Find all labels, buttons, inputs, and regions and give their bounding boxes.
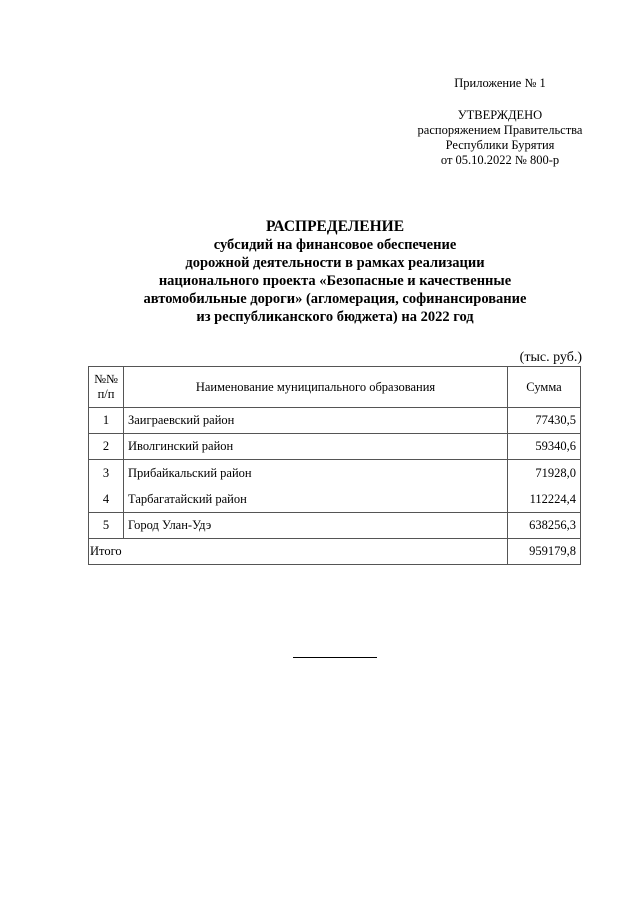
row-num: 1: [89, 408, 124, 434]
title-line: национального проекта «Безопасные и качественные: [158, 273, 512, 289]
approval-stamp: [400, 108, 600, 168]
document-title: [100, 218, 570, 326]
row-name: Прибайкальский район: [124, 460, 508, 487]
table-row: [89, 434, 581, 460]
total-label: Итого: [89, 539, 508, 565]
row-sum: 112224,4: [508, 486, 581, 513]
row-sum: 638256,3: [508, 513, 581, 539]
table-row: [89, 486, 581, 513]
row-name: Иволгинский район: [124, 434, 508, 460]
row-sum: 71928,0: [508, 460, 581, 487]
total-sum: 959179,8: [508, 539, 581, 565]
title-main: РАСПРЕДЕЛЕНИЕ: [265, 218, 405, 235]
closing-rule: [293, 657, 377, 658]
header-name: Наименование муниципального образования: [124, 367, 508, 408]
row-num: 2: [89, 434, 124, 460]
header-num-line2: п/п: [97, 387, 115, 401]
row-sum: 77430,5: [508, 408, 581, 434]
row-sum: 59340,6: [508, 434, 581, 460]
row-num: 3: [89, 460, 124, 487]
header-num-line1: №№: [94, 372, 118, 386]
table-row: [89, 513, 581, 539]
title-line: субсидий на финансовое обеспечение: [213, 237, 457, 253]
table-header-row: [89, 367, 581, 408]
appendix-number: Приложение № 1: [454, 76, 546, 90]
approved-by: распоряжением Правительства: [417, 123, 583, 137]
row-num: 5: [89, 513, 124, 539]
title-line: из республиканского бюджета) на 2022 год: [196, 309, 474, 325]
row-num: 4: [89, 486, 124, 513]
table-row: [89, 408, 581, 434]
approved-of: Республики Бурятия: [445, 138, 555, 152]
approved-date: от 05.10.2022 № 800-р: [440, 153, 560, 167]
header-sum: Сумма: [508, 367, 581, 408]
table-total-row: [89, 539, 581, 565]
row-name: Тарбагатайский район: [124, 486, 508, 513]
approved-label: УТВЕРЖДЕНО: [457, 108, 543, 122]
row-name: Город Улан-Удэ: [124, 513, 508, 539]
units-label: (тыс. руб.): [519, 350, 582, 365]
title-line: дорожной деятельности в рамках реализации: [185, 255, 485, 271]
header-num: [89, 367, 124, 408]
title-line: автомобильные дороги» (агломерация, софинансирование: [143, 291, 527, 307]
distribution-table: [88, 366, 581, 565]
row-name: Заиграевский район: [124, 408, 508, 434]
table-row: [89, 460, 581, 487]
